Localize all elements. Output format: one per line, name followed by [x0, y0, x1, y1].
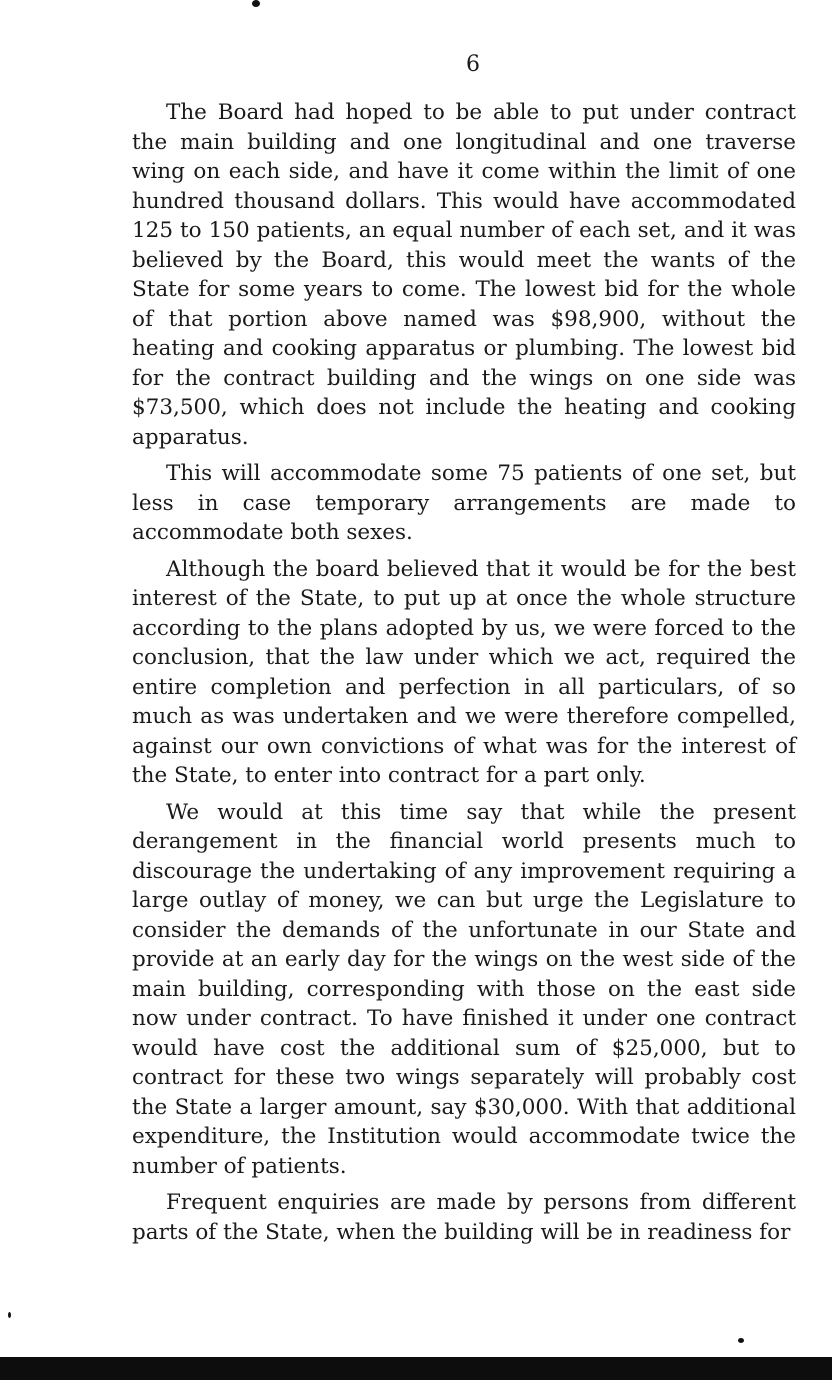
ink-speck-left [8, 1312, 11, 1318]
page-number: 6 [466, 52, 480, 77]
paragraph-contract-hopes: The Board had hoped to be able to put under contract the main building and one longitudinal and one traverse wing on each side, and have it come within the limit of one hundred thousand dollars. This would have accommodated 125 to 150 patients, an equal number of each set, and it was believed by the Board, this would meet the wants of the State for some years to come. The lowest bid for the whole of that portion above named was $98,900, without the heating and cooking apparatus or plumbing. The lowest bid for the contract building and the wings on one side was $73,500, which does not include the heating and cooking apparatus. [132, 100, 796, 450]
paragraph-enquiries: Frequent enquiries are made by persons from different parts of the State, when the building will be in readiness for [132, 1190, 796, 1245]
ink-speck-right [738, 1338, 744, 1343]
body-text [132, 98, 796, 1254]
paragraph-accommodation: This will accommodate some 75 patients of one set, but less in case temporary arrangements are made to accommodate both sexes. [132, 461, 796, 545]
ink-speck-top [252, 0, 260, 7]
scan-border-bottom [0, 1357, 832, 1380]
paragraph-board-belief: Although the board believed that it would be for the best interest of the State, to put up at once the whole structure according to the plans adopted by us, we were forced to the conclusion, that the law under which we act, required the entire completion and perfection in all particulars, of so much as was undertaken and we were therefore compelled, against our own convictions of what was for the interest of the State, to enter into contract for a part only. [132, 556, 796, 788]
paragraph-legislature-appeal: We would at this time say that while the present derangement in the financial world presents much to discourage the undertaking of any improvement requiring a large outlay of money, we can but urge the Legislature to consider the demands of the unfortunate in our State and provide at an early day for the wings on the west side of the main building, corresponding with those on the east side now under contract. To have finished it under one contract would have cost the additional sum of $25,000, but to contract for these two wings separately will probably cost the State a larger amount, say $30,000. With that additional expenditure, the Institution would accommodate twice the number of patients. [132, 799, 796, 1179]
